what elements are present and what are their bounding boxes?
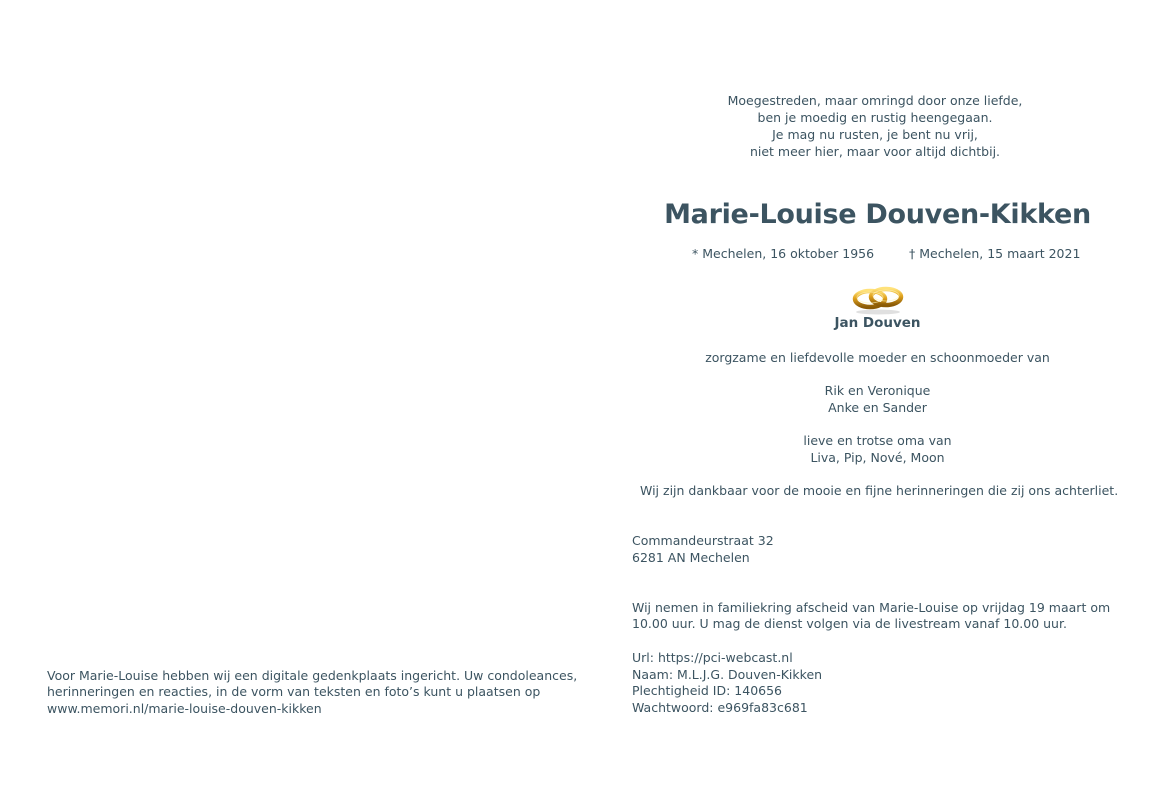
partner-name: Jan Douven — [834, 315, 921, 331]
child-couple: Anke en Sander — [828, 400, 927, 415]
poem — [640, 92, 1110, 160]
address-city: 6281 AN Mechelen — [632, 550, 750, 565]
poem-line: ben je moedig en rustig heengegaan. — [757, 110, 993, 125]
livestream-password: Wachtwoord: e969fa83c681 — [632, 700, 808, 715]
birth-date: * Mechelen, 16 oktober 1956 — [692, 246, 875, 261]
poem-line: Je mag nu rusten, je bent nu vrij, — [772, 127, 978, 142]
wedding-rings-icon — [851, 282, 905, 316]
grandchildren-names: Liva, Pip, Nové, Moon — [810, 450, 945, 465]
thanks-text: Wij zijn dankbaar voor de mooie en fijne herinneringen die zij ons achterliet. — [640, 483, 1119, 498]
relation-text: zorgzame en liefdevolle moeder en schoonmoeder van — [705, 350, 1050, 365]
poem-line: Moegestreden, maar omringd door onze liefde, — [727, 93, 1023, 108]
death-date: † Mechelen, 15 maart 2021 — [909, 246, 1081, 261]
memori-text: Voor Marie-Louise hebben wij een digitale gedenkplaats ingericht. Uw condoleances, — [47, 668, 578, 683]
ceremony-text: 10.00 uur. U mag de dienst volgen via de livestream vanaf 10.00 uur. — [632, 616, 1067, 631]
memori-link: www.memori.nl/marie-louise-douven-kikken — [47, 701, 322, 716]
livestream-name: Naam: M.L.J.G. Douven-Kikken — [632, 667, 823, 682]
address-street: Commandeurstraat 32 — [632, 533, 774, 548]
grandchildren-intro: lieve en trotse oma van — [803, 433, 952, 448]
ceremony-text: Wij nemen in familiekring afscheid van Marie-Louise op vrijdag 19 maart om — [632, 600, 1111, 615]
livestream-id: Plechtigheid ID: 140656 — [632, 683, 783, 698]
memori-text: herinneringen en reacties, in de vorm van teksten en foto’s kunt u plaatsen op — [47, 684, 541, 699]
poem-line: niet meer hier, maar voor altijd dichtbij. — [749, 144, 1001, 159]
deceased-name: Marie-Louise Douven-Kikken — [664, 199, 1091, 230]
child-couple: Rik en Veronique — [824, 383, 931, 398]
livestream-url: Url: https://pci-webcast.nl — [632, 650, 793, 665]
